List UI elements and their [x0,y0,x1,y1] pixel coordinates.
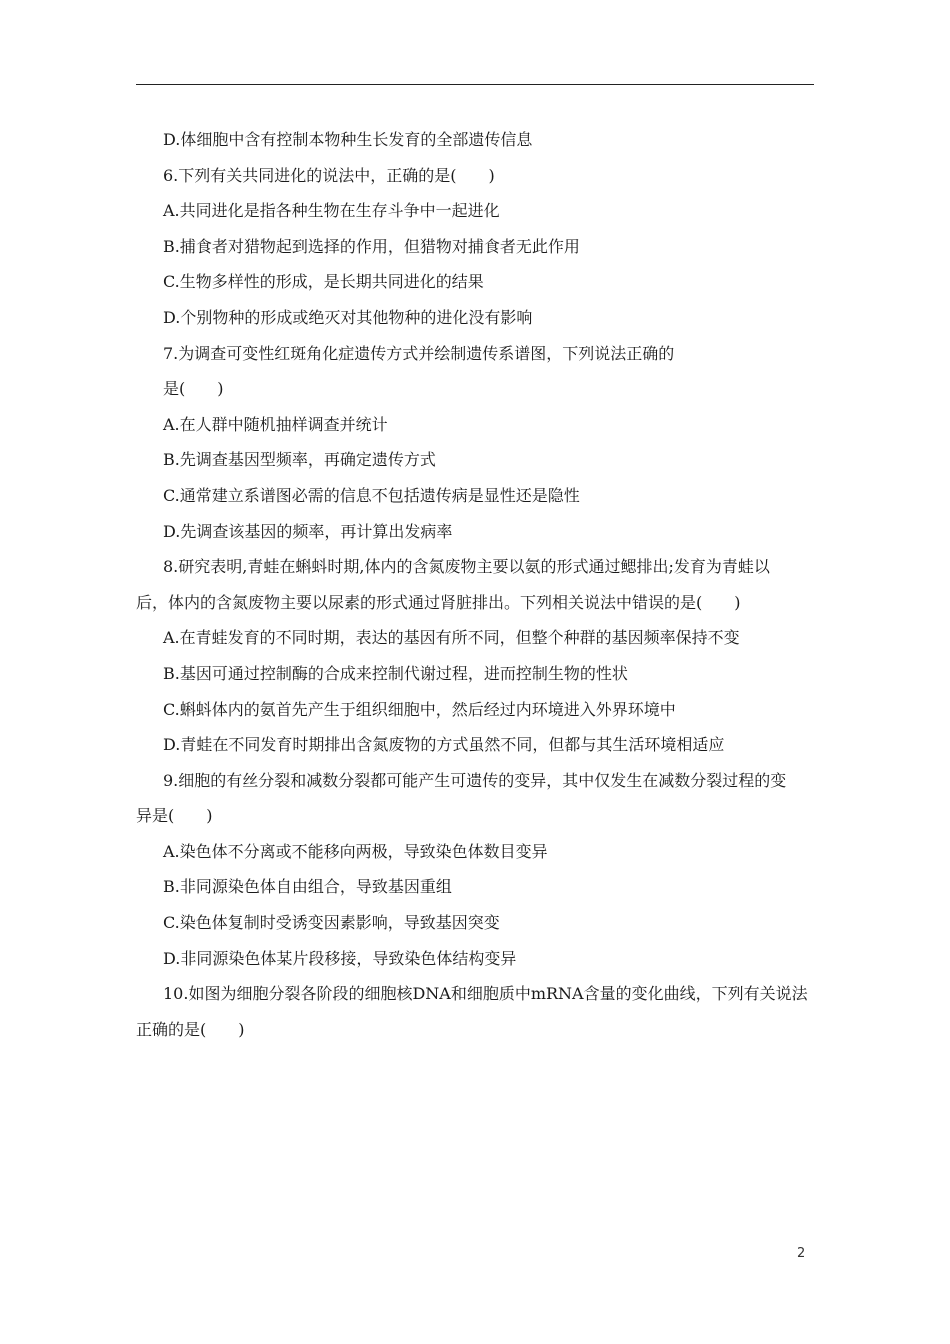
q6-option-c: C.生物多样性的形成，是长期共同进化的结果 [163,272,484,292]
q6-option-d: D.个别物种的形成或绝灭对其他物种的进化没有影响 [163,307,533,327]
q9-option-c: C.染色体复制时受诱变因素影响，导致基因突变 [163,913,500,933]
q9-stem-line-1: 9.细胞的有丝分裂和减数分裂都可能产生可遗传的变异，其中仅发生在减数分裂过程的变 [163,770,787,790]
q6-option-b: B.捕食者对猎物起到选择的作用，但猎物对捕食者无此作用 [163,236,580,256]
q7-stem-line-1: 7.为调查可变性红斑角化症遗传方式并绘制遗传系谱图，下列说法正确的 [163,343,675,363]
q8-option-b: B.基因可通过控制酶的合成来控制代谢过程，进而控制生物的性状 [163,663,628,683]
q7-option-c: C.通常建立系谱图必需的信息不包括遗传病是显性还是隐性 [163,485,580,505]
q9-stem-line-2: 异是( ) [136,806,213,826]
q9-option-d: D.非同源染色体某片段移接，导致染色体结构变异 [163,948,517,968]
q10-stem-line-2: 正确的是( ) [136,1019,245,1039]
q10-stem-line-1: 10.如图为细胞分裂各阶段的细胞核DNA和细胞质中mRNA含量的变化曲线，下列有关说法 [163,984,808,1004]
q7-option-a: A.在人群中随机抽样调查并统计 [163,414,388,434]
q6-option-a: A.共同进化是指各种生物在生存斗争中一起进化 [163,201,500,221]
q8-stem-line-1: 8.研究表明,青蛙在蝌蚪时期,体内的含氮废物主要以氨的形式通过鳃排出;发育为青蛙以 [163,557,770,577]
q7-stem-line-2: 是( ) [163,379,224,399]
page-number: 2 [797,1246,806,1261]
page-content [136,122,816,1047]
q8-option-c: C.蝌蚪体内的氨首先产生于组织细胞中，然后经过内环境进入外界环境中 [163,699,676,719]
q6-stem: 6.下列有关共同进化的说法中，正确的是( ) [163,165,495,185]
q9-option-a: A.染色体不分离或不能移向两极，导致染色体数目变异 [163,841,548,861]
q8-stem-line-2: 后，体内的含氮废物主要以尿素的形式通过肾脏排出。下列相关说法中错误的是( ) [136,592,741,612]
q8-option-a: A.在青蛙发育的不同时期，表达的基因有所不同，但整个种群的基因频率保持不变 [163,628,740,648]
q8-option-d: D.青蛙在不同发育时期排出含氮废物的方式虽然不同，但都与其生活环境相适应 [163,735,725,755]
q7-option-b: B.先调查基因型频率，再确定遗传方式 [163,450,436,470]
q5-option-d: D.体细胞中含有控制本物种生长发育的全部遗传信息 [163,130,533,149]
header-rule [136,84,814,85]
q9-option-b: B.非同源染色体自由组合，导致基因重组 [163,877,452,897]
q7-option-d: D.先调查该基因的频率，再计算出发病率 [163,521,453,541]
